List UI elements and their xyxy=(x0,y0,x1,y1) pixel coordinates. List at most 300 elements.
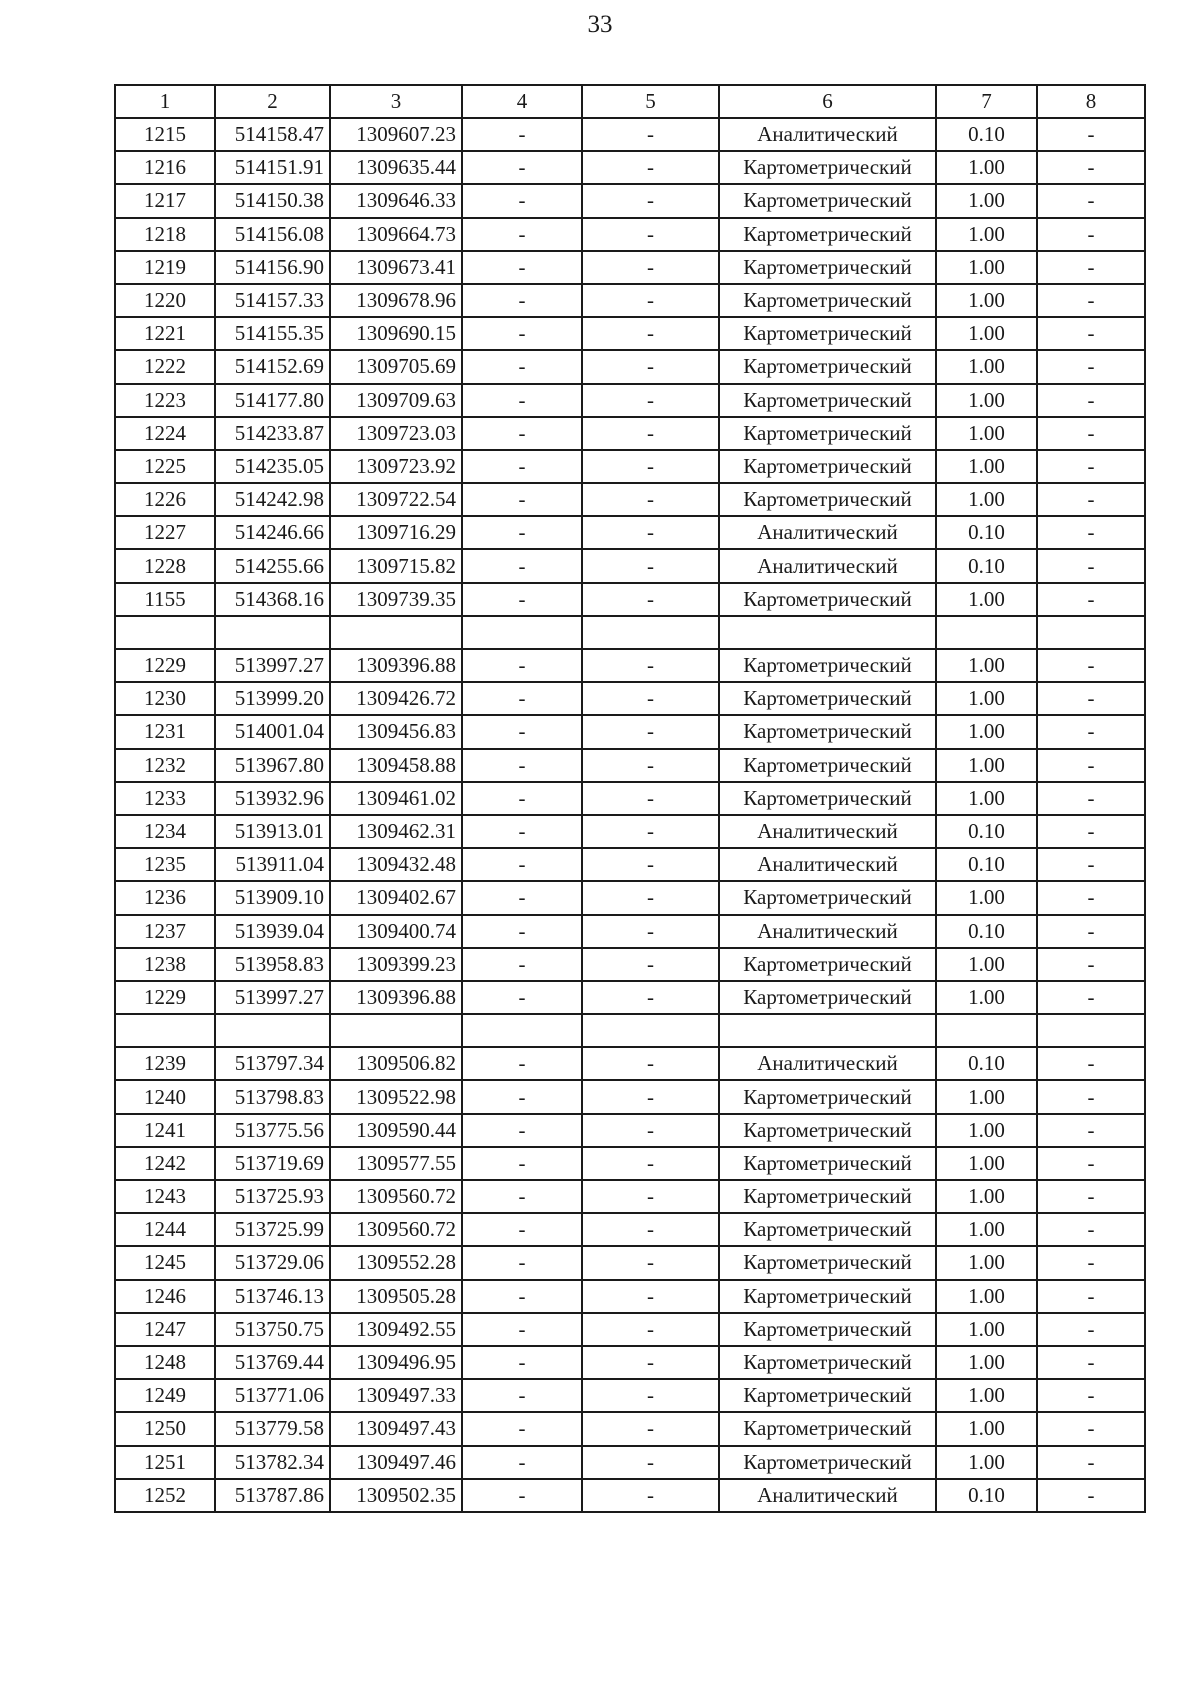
table-cell-col-8: - xyxy=(1037,848,1145,881)
table-cell-col-6: Аналитический xyxy=(719,848,936,881)
table-cell-col-8: - xyxy=(1037,1047,1145,1080)
table-cell-col-4: - xyxy=(462,1180,582,1213)
table-cell-col-7: 1.00 xyxy=(936,1280,1037,1313)
table-cell-col-6: Картометрический xyxy=(719,1147,936,1180)
column-header-4: 4 xyxy=(462,85,582,118)
table-row xyxy=(115,649,1145,682)
table-row xyxy=(115,948,1145,981)
table-row xyxy=(115,981,1145,1014)
table-cell-col-2: 514001.04 xyxy=(215,715,330,748)
table-cell-col-2: 514242.98 xyxy=(215,483,330,516)
table-cell-col-7: 1.00 xyxy=(936,981,1037,1014)
table-cell-col-6: Картометрический xyxy=(719,682,936,715)
table-cell-col-3: 1309396.88 xyxy=(330,649,462,682)
table-cell-col-3: 1309456.83 xyxy=(330,715,462,748)
table-cell-col-2: 513719.69 xyxy=(215,1147,330,1180)
table-cell-col-6: Аналитический xyxy=(719,815,936,848)
table-cell-col-2: 514233.87 xyxy=(215,417,330,450)
table-cell-col-5: - xyxy=(582,649,719,682)
table-cell-col-1: 1224 xyxy=(115,417,215,450)
table-cell-col-1: 1250 xyxy=(115,1412,215,1445)
table-cell-col-4: - xyxy=(462,1446,582,1479)
table-cell-col-4: - xyxy=(462,749,582,782)
table-cell-col-2: 513999.20 xyxy=(215,682,330,715)
table-cell-col-4: - xyxy=(462,1313,582,1346)
table-cell-col-7: 1.00 xyxy=(936,218,1037,251)
table-cell-col-1: 1240 xyxy=(115,1080,215,1113)
table-cell-col-1: 1241 xyxy=(115,1114,215,1147)
table-cell-col-7: 1.00 xyxy=(936,1147,1037,1180)
table-cell-col-1: 1247 xyxy=(115,1313,215,1346)
table-cell-col-5: - xyxy=(582,1446,719,1479)
table-cell-col-6: Картометрический xyxy=(719,417,936,450)
table-cell-col-3: 1309716.29 xyxy=(330,516,462,549)
table-cell-col-1: 1232 xyxy=(115,749,215,782)
table-row xyxy=(115,848,1145,881)
table-cell-col-2: 514150.38 xyxy=(215,184,330,217)
table-cell-col-6: Картометрический xyxy=(719,1446,936,1479)
table-cell-col-3: 1309722.54 xyxy=(330,483,462,516)
table-row xyxy=(115,516,1145,549)
table-body xyxy=(115,118,1145,1512)
table-cell-col-1: 1215 xyxy=(115,118,215,151)
table-cell-col-7: 0.10 xyxy=(936,118,1037,151)
table-cell-col-8: - xyxy=(1037,749,1145,782)
table-cell-col-7: 0.10 xyxy=(936,516,1037,549)
table-cell-col-2: 513787.86 xyxy=(215,1479,330,1512)
table-cell-col-8: - xyxy=(1037,384,1145,417)
table-cell-col-6: Аналитический xyxy=(719,118,936,151)
table-cell-col-6: Картометрический xyxy=(719,649,936,682)
table-cell-col-2: 514158.47 xyxy=(215,118,330,151)
table-cell-col-8: - xyxy=(1037,184,1145,217)
table-cell-col-3: 1309458.88 xyxy=(330,749,462,782)
table-cell-col-4: - xyxy=(462,184,582,217)
table-cell-col-5: - xyxy=(582,715,719,748)
table-cell-col-8: - xyxy=(1037,715,1145,748)
table-cell-col-5: - xyxy=(582,881,719,914)
table-cell-col-4: - xyxy=(462,516,582,549)
table-cell-col-4: - xyxy=(462,1246,582,1279)
table-cell-col-5: - xyxy=(582,583,719,616)
table-cell-col-2: 513997.27 xyxy=(215,981,330,1014)
table-cell-col-8: - xyxy=(1037,682,1145,715)
table-cell-col-5: - xyxy=(582,1313,719,1346)
table-cell-col-3: 1309502.35 xyxy=(330,1479,462,1512)
table-cell-col-8: - xyxy=(1037,1280,1145,1313)
table-cell-col-2: 513913.01 xyxy=(215,815,330,848)
table-cell-col-4: - xyxy=(462,848,582,881)
table-row xyxy=(115,1147,1145,1180)
table-cell-col-1: 1243 xyxy=(115,1180,215,1213)
table-cell-col-5: - xyxy=(582,251,719,284)
table-cell-col-5: - xyxy=(582,1412,719,1445)
table-cell-col-7: 1.00 xyxy=(936,583,1037,616)
table-cell-col-1: 1236 xyxy=(115,881,215,914)
table-cell-col-2: 513729.06 xyxy=(215,1246,330,1279)
table-cell-col-6: Картометрический xyxy=(719,715,936,748)
table-row xyxy=(115,682,1145,715)
table-row xyxy=(115,782,1145,815)
table-cell-col-3: 1309673.41 xyxy=(330,251,462,284)
table-cell-col-2 xyxy=(215,1014,330,1047)
table-cell-col-6: Картометрический xyxy=(719,1114,936,1147)
table-cell-col-8: - xyxy=(1037,1379,1145,1412)
table-cell-col-6: Картометрический xyxy=(719,881,936,914)
table-cell-col-7: 1.00 xyxy=(936,948,1037,981)
table-cell-col-5: - xyxy=(582,948,719,981)
table-cell-col-3: 1309678.96 xyxy=(330,284,462,317)
table-cell-col-3: 1309497.33 xyxy=(330,1379,462,1412)
table-cell-col-7: 1.00 xyxy=(936,1412,1037,1445)
table-cell-col-3: 1309723.92 xyxy=(330,450,462,483)
table-row xyxy=(115,815,1145,848)
column-header-5: 5 xyxy=(582,85,719,118)
table-cell-col-6: Картометрический xyxy=(719,1080,936,1113)
table-cell-col-3: 1309426.72 xyxy=(330,682,462,715)
table-cell-col-4: - xyxy=(462,118,582,151)
table-cell-col-7: 1.00 xyxy=(936,1213,1037,1246)
table-cell-col-2 xyxy=(215,616,330,649)
table-row xyxy=(115,1180,1145,1213)
table-cell-col-8: - xyxy=(1037,881,1145,914)
table-cell-col-2: 513798.83 xyxy=(215,1080,330,1113)
table-cell-col-5: - xyxy=(582,450,719,483)
table-cell-col-8: - xyxy=(1037,118,1145,151)
table-cell-col-3: 1309590.44 xyxy=(330,1114,462,1147)
table-row xyxy=(115,384,1145,417)
table-cell-col-8: - xyxy=(1037,782,1145,815)
table-cell-col-7: 0.10 xyxy=(936,848,1037,881)
table-cell-col-1: 1229 xyxy=(115,649,215,682)
table-cell-col-1: 1228 xyxy=(115,549,215,582)
table-cell-col-3: 1309399.23 xyxy=(330,948,462,981)
table-cell-col-2: 513911.04 xyxy=(215,848,330,881)
table-cell-col-2: 514177.80 xyxy=(215,384,330,417)
table-row xyxy=(115,549,1145,582)
table-cell-col-6: Картометрический xyxy=(719,483,936,516)
table-row xyxy=(115,218,1145,251)
table-cell-col-1: 1227 xyxy=(115,516,215,549)
table-cell-col-3: 1309462.31 xyxy=(330,815,462,848)
table-cell-col-5: - xyxy=(582,417,719,450)
table-cell-col-6: Картометрический xyxy=(719,384,936,417)
table-cell-col-7: 0.10 xyxy=(936,1479,1037,1512)
table-cell-col-3: 1309664.73 xyxy=(330,218,462,251)
table-cell-col-7: 1.00 xyxy=(936,1180,1037,1213)
table-cell-col-6: Картометрический xyxy=(719,317,936,350)
table-cell-col-4: - xyxy=(462,1213,582,1246)
table-cell-col-5: - xyxy=(582,848,719,881)
table-cell-col-8: - xyxy=(1037,1147,1145,1180)
table-cell-col-4: - xyxy=(462,1379,582,1412)
table-cell-col-6: Картометрический xyxy=(719,284,936,317)
table-cell-col-4: - xyxy=(462,251,582,284)
table-cell-col-7: 1.00 xyxy=(936,350,1037,383)
table-cell-col-1: 1221 xyxy=(115,317,215,350)
table-row xyxy=(115,881,1145,914)
table-cell-col-2: 514152.69 xyxy=(215,350,330,383)
table-cell-col-4: - xyxy=(462,715,582,748)
table-cell-col-5: - xyxy=(582,151,719,184)
column-header-3: 3 xyxy=(330,85,462,118)
table-cell-col-4: - xyxy=(462,384,582,417)
table-cell-col-8: - xyxy=(1037,815,1145,848)
table-cell-col-4: - xyxy=(462,549,582,582)
table-cell-col-1: 1218 xyxy=(115,218,215,251)
table-cell-col-4: - xyxy=(462,649,582,682)
table-cell-col-5: - xyxy=(582,1114,719,1147)
table-cell-col-3: 1309492.55 xyxy=(330,1313,462,1346)
table-cell-col-7: 1.00 xyxy=(936,184,1037,217)
table-cell-col-8: - xyxy=(1037,649,1145,682)
table-cell-col-4: - xyxy=(462,317,582,350)
table-cell-col-1: 1239 xyxy=(115,1047,215,1080)
table-cell-col-6: Картометрический xyxy=(719,1280,936,1313)
table-cell-col-2: 514235.05 xyxy=(215,450,330,483)
table-cell-col-6 xyxy=(719,1014,936,1047)
table-cell-col-1: 1238 xyxy=(115,948,215,981)
table-cell-col-7: 1.00 xyxy=(936,1346,1037,1379)
table-cell-col-4: - xyxy=(462,1412,582,1445)
table-cell-col-6: Картометрический xyxy=(719,1412,936,1445)
table-cell-col-2: 513939.04 xyxy=(215,915,330,948)
table-cell-col-5: - xyxy=(582,1080,719,1113)
table-cell-col-2: 513725.99 xyxy=(215,1213,330,1246)
table-cell-col-7: 1.00 xyxy=(936,649,1037,682)
table-cell-col-2: 513771.06 xyxy=(215,1379,330,1412)
table-cell-col-4: - xyxy=(462,1346,582,1379)
table-cell-col-3 xyxy=(330,1014,462,1047)
table-cell-col-8: - xyxy=(1037,1180,1145,1213)
table-cell-col-2: 514157.33 xyxy=(215,284,330,317)
table-cell-col-6: Картометрический xyxy=(719,151,936,184)
table-cell-col-2: 513725.93 xyxy=(215,1180,330,1213)
table-cell-col-7: 1.00 xyxy=(936,715,1037,748)
table-row xyxy=(115,1213,1145,1246)
table-cell-col-2: 514156.08 xyxy=(215,218,330,251)
table-cell-col-2: 513958.83 xyxy=(215,948,330,981)
table-cell-col-4: - xyxy=(462,1047,582,1080)
table-cell-col-4: - xyxy=(462,881,582,914)
table-row xyxy=(115,284,1145,317)
table-cell-col-5 xyxy=(582,616,719,649)
table-cell-col-5: - xyxy=(582,1147,719,1180)
table-cell-col-4: - xyxy=(462,1280,582,1313)
table-cell-col-3: 1309560.72 xyxy=(330,1180,462,1213)
table-cell-col-6: Картометрический xyxy=(719,749,936,782)
table-cell-col-4: - xyxy=(462,948,582,981)
table-cell-col-7: 0.10 xyxy=(936,1047,1037,1080)
table-cell-col-1: 1249 xyxy=(115,1379,215,1412)
table-row xyxy=(115,1346,1145,1379)
column-header-6: 6 xyxy=(719,85,936,118)
table-row xyxy=(115,749,1145,782)
table-row xyxy=(115,1479,1145,1512)
table-cell-col-3: 1309506.82 xyxy=(330,1047,462,1080)
column-header-1: 1 xyxy=(115,85,215,118)
table-cell-col-6: Аналитический xyxy=(719,549,936,582)
table-cell-col-8: - xyxy=(1037,1446,1145,1479)
table-cell-col-3: 1309402.67 xyxy=(330,881,462,914)
table-cell-col-1: 1242 xyxy=(115,1147,215,1180)
table-row xyxy=(115,417,1145,450)
table-cell-col-2: 513909.10 xyxy=(215,881,330,914)
table-cell-col-1: 1219 xyxy=(115,251,215,284)
table-cell-col-4: - xyxy=(462,1147,582,1180)
table-cell-col-3: 1309505.28 xyxy=(330,1280,462,1313)
table-cell-col-2: 513967.80 xyxy=(215,749,330,782)
table-cell-col-7: 1.00 xyxy=(936,151,1037,184)
table-cell-col-5: - xyxy=(582,981,719,1014)
table-row xyxy=(115,1114,1145,1147)
table-cell-col-8: - xyxy=(1037,549,1145,582)
table-cell-col-5: - xyxy=(582,915,719,948)
table-cell-col-8: - xyxy=(1037,948,1145,981)
table-cell-col-4: - xyxy=(462,1080,582,1113)
table-cell-col-4: - xyxy=(462,583,582,616)
table-row xyxy=(115,251,1145,284)
table-cell-col-8: - xyxy=(1037,284,1145,317)
table-cell-col-6: Картометрический xyxy=(719,1213,936,1246)
table-row xyxy=(115,118,1145,151)
table-cell-col-1: 1233 xyxy=(115,782,215,815)
table-cell-col-8: - xyxy=(1037,251,1145,284)
table-cell-col-6: Аналитический xyxy=(719,516,936,549)
table-cell-col-3: 1309715.82 xyxy=(330,549,462,582)
table-row xyxy=(115,1412,1145,1445)
table-cell-col-7: 1.00 xyxy=(936,881,1037,914)
table-cell-col-1: 1234 xyxy=(115,815,215,848)
table-cell-col-5: - xyxy=(582,350,719,383)
table-cell-col-6: Аналитический xyxy=(719,1479,936,1512)
table-row xyxy=(115,450,1145,483)
table-cell-col-5: - xyxy=(582,317,719,350)
table-cell-col-2: 514368.16 xyxy=(215,583,330,616)
table-cell-col-4 xyxy=(462,1014,582,1047)
table-cell-col-5: - xyxy=(582,118,719,151)
table-cell-col-6: Картометрический xyxy=(719,583,936,616)
table-cell-col-5: - xyxy=(582,782,719,815)
table-cell-col-3: 1309552.28 xyxy=(330,1246,462,1279)
table-cell-col-8: - xyxy=(1037,516,1145,549)
table-cell-col-1: 1244 xyxy=(115,1213,215,1246)
table-cell-col-6: Картометрический xyxy=(719,1313,936,1346)
table-header-row xyxy=(115,85,1145,118)
table-cell-col-5: - xyxy=(582,1180,719,1213)
table-cell-col-5: - xyxy=(582,184,719,217)
table-cell-col-7: 1.00 xyxy=(936,782,1037,815)
table-cell-col-8: - xyxy=(1037,1246,1145,1279)
table-cell-col-1: 1155 xyxy=(115,583,215,616)
table-row xyxy=(115,184,1145,217)
table-cell-col-3: 1309522.98 xyxy=(330,1080,462,1113)
table-cell-col-6: Картометрический xyxy=(719,1346,936,1379)
table-cell-col-6: Картометрический xyxy=(719,1180,936,1213)
table-cell-col-1: 1226 xyxy=(115,483,215,516)
table-cell-col-7: 1.00 xyxy=(936,1313,1037,1346)
table-cell-col-4: - xyxy=(462,1114,582,1147)
table-cell-col-4: - xyxy=(462,1479,582,1512)
table-cell-col-4: - xyxy=(462,151,582,184)
table-cell-col-8 xyxy=(1037,616,1145,649)
table-cell-col-3: 1309739.35 xyxy=(330,583,462,616)
table-cell-col-7: 1.00 xyxy=(936,251,1037,284)
table-cell-col-6: Картометрический xyxy=(719,450,936,483)
table-cell-col-8: - xyxy=(1037,417,1145,450)
table-cell-col-1: 1217 xyxy=(115,184,215,217)
table-cell-col-3: 1309396.88 xyxy=(330,981,462,1014)
table-row xyxy=(115,1379,1145,1412)
table-cell-col-6: Картометрический xyxy=(719,948,936,981)
table-cell-col-3: 1309646.33 xyxy=(330,184,462,217)
table-cell-col-4: - xyxy=(462,218,582,251)
table-row xyxy=(115,1280,1145,1313)
table-cell-col-4: - xyxy=(462,483,582,516)
table-cell-col-8: - xyxy=(1037,1479,1145,1512)
table-cell-col-7: 1.00 xyxy=(936,317,1037,350)
table-cell-col-1: 1252 xyxy=(115,1479,215,1512)
table-row xyxy=(115,151,1145,184)
table-cell-col-4: - xyxy=(462,417,582,450)
table-cell-col-8: - xyxy=(1037,450,1145,483)
table-cell-col-5: - xyxy=(582,549,719,582)
table-cell-col-3 xyxy=(330,616,462,649)
table-cell-col-1: 1220 xyxy=(115,284,215,317)
table-cell-col-1: 1251 xyxy=(115,1446,215,1479)
table-row xyxy=(115,583,1145,616)
table-cell-col-2: 513750.75 xyxy=(215,1313,330,1346)
table-cell-col-8: - xyxy=(1037,483,1145,516)
table-cell-col-3: 1309432.48 xyxy=(330,848,462,881)
column-header-2: 2 xyxy=(215,85,330,118)
table-cell-col-4 xyxy=(462,616,582,649)
column-header-7: 7 xyxy=(936,85,1037,118)
table-cell-col-7: 0.10 xyxy=(936,815,1037,848)
table-cell-col-3: 1309461.02 xyxy=(330,782,462,815)
table-cell-col-3: 1309607.23 xyxy=(330,118,462,151)
table-cell-col-8: - xyxy=(1037,1346,1145,1379)
table-cell-col-1 xyxy=(115,1014,215,1047)
table-cell-col-8: - xyxy=(1037,1412,1145,1445)
table-cell-col-6 xyxy=(719,616,936,649)
table-cell-col-2: 514156.90 xyxy=(215,251,330,284)
table-cell-col-6: Картометрический xyxy=(719,1379,936,1412)
table-cell-col-7 xyxy=(936,1014,1037,1047)
table-cell-col-6: Картометрический xyxy=(719,251,936,284)
table-cell-col-1: 1235 xyxy=(115,848,215,881)
table-cell-col-5: - xyxy=(582,218,719,251)
table-cell-col-3: 1309560.72 xyxy=(330,1213,462,1246)
table-cell-col-8: - xyxy=(1037,915,1145,948)
table-cell-col-2: 513932.96 xyxy=(215,782,330,815)
table-row xyxy=(115,915,1145,948)
table-cell-col-2: 513775.56 xyxy=(215,1114,330,1147)
table-cell-col-8: - xyxy=(1037,151,1145,184)
table-cell-col-2: 513779.58 xyxy=(215,1412,330,1445)
table-separator-row xyxy=(115,616,1145,649)
table-cell-col-7: 1.00 xyxy=(936,682,1037,715)
table-cell-col-4: - xyxy=(462,682,582,715)
table-cell-col-3: 1309635.44 xyxy=(330,151,462,184)
table-cell-col-7: 0.10 xyxy=(936,549,1037,582)
table-cell-col-5: - xyxy=(582,1047,719,1080)
table-cell-col-1: 1216 xyxy=(115,151,215,184)
table-cell-col-6: Картометрический xyxy=(719,184,936,217)
table-row xyxy=(115,1313,1145,1346)
table-cell-col-5: - xyxy=(582,1379,719,1412)
table-cell-col-8: - xyxy=(1037,1114,1145,1147)
